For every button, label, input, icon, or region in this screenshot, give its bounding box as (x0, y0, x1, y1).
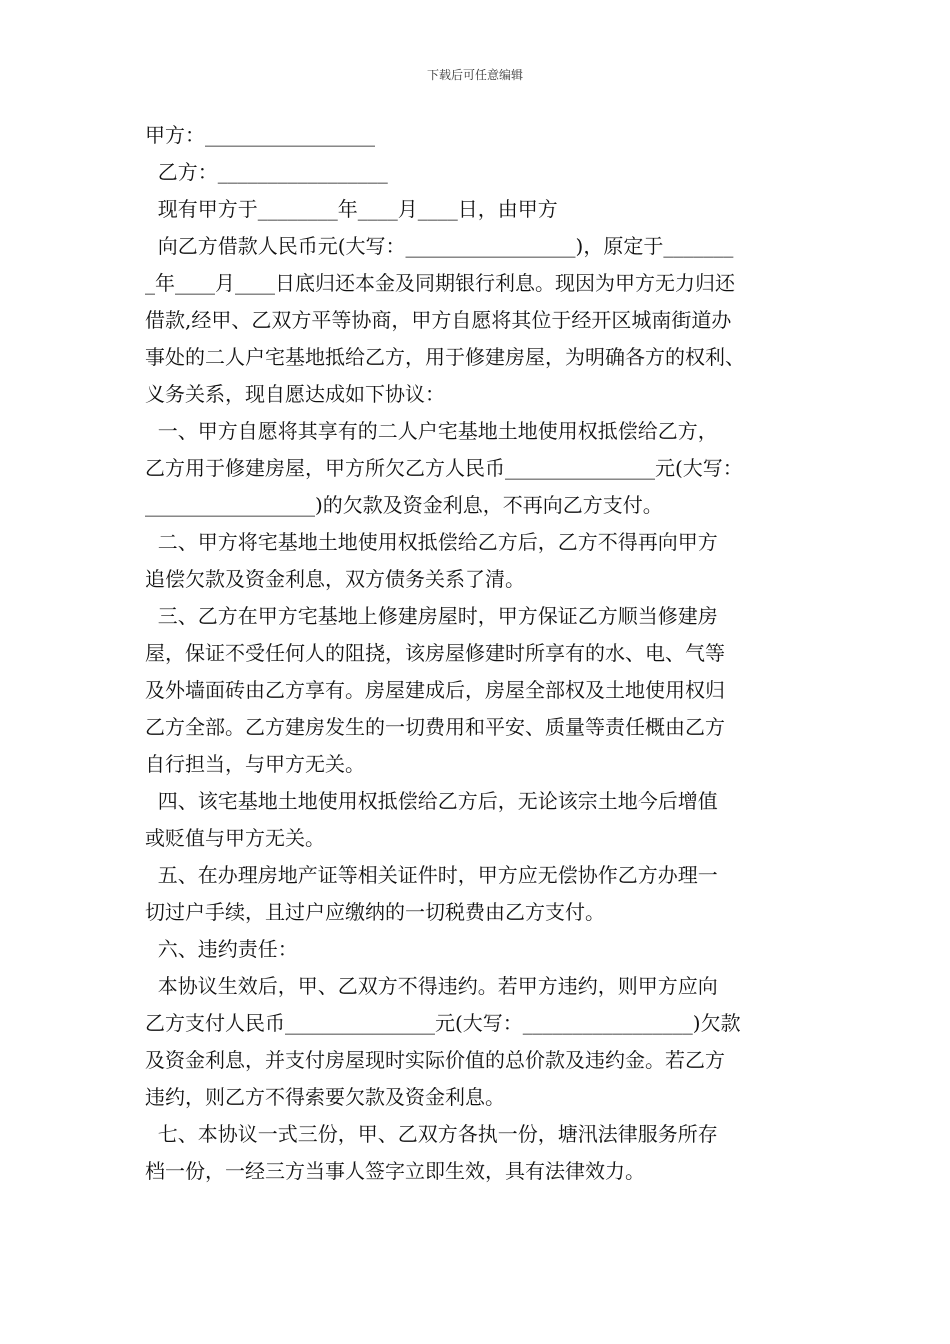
document-body (145, 117, 825, 1190)
text-line: 二、甲方将宅基地土地使用权抵偿给乙方后，乙方不得再向甲方 (145, 530, 718, 554)
text-line: 现有甲方于________年____月____日，由甲方 (145, 197, 558, 221)
text-line: 违约，则乙方不得索要欠款及资金利息。 (145, 1085, 505, 1109)
text-line: 义务关系，现自愿达成如下协议： (145, 382, 445, 406)
text-line: 向乙方借款人民币元(大写：_________________)，原定于_______ (145, 234, 734, 258)
text-line: 乙方：_________________ (145, 160, 388, 184)
text-line: 自行担当，与甲方无关。 (145, 752, 365, 776)
text-line: 五、在办理房地产证等相关证件时，甲方应无偿协作乙方办理一 (145, 863, 718, 887)
text-line: 档一份，一经三方当事人签字立即生效，具有法律效力。 (145, 1159, 645, 1183)
text-line: 事处的二人户宅基地抵给乙方，用于修建房屋，为明确各方的权利、 (145, 345, 745, 369)
text-line: 乙方用于修建房屋，甲方所欠乙方人民币_______________元(大写： (145, 456, 743, 480)
text-line: 三、乙方在甲方宅基地上修建房屋时，甲方保证乙方顺当修建房 (145, 604, 718, 628)
page-header-note: 下载后可任意编辑 (426, 68, 523, 82)
text-line: 追偿欠款及资金利息，双方债务关系了清。 (145, 567, 525, 591)
text-line: 甲方：_________________ (145, 123, 375, 147)
text-line: 一、甲方自愿将其享有的二人户宅基地土地使用权抵偿给乙方， (145, 419, 718, 443)
text-line: 六、违约责任： (145, 937, 298, 961)
text-line: 七、本协议一式三份，甲、乙双方各执一份，塘汛法律服务所存 (145, 1122, 718, 1146)
text-line: 及资金利息，并支付房屋现时实际价值的总价款及违约金。若乙方 (145, 1048, 725, 1072)
text-line: 乙方支付人民币_______________元(大写：_________________)欠款 (145, 1011, 741, 1035)
text-line: 乙方全部。乙方建房发生的一切费用和平安、质量等责任概由乙方 (145, 715, 725, 739)
text-line: _年____月____日底归还本金及同期银行利息。现因为甲方无力归还 (145, 271, 735, 295)
text-line: 四、该宅基地土地使用权抵偿给乙方后，无论该宗土地今后增值 (145, 789, 718, 813)
text-line: 及外墙面砖由乙方享有。房屋建成后，房屋全部权及土地使用权归 (145, 678, 725, 702)
text-line: 切过户手续，且过户应缴纳的一切税费由乙方支付。 (145, 900, 605, 924)
text-line: 或贬值与甲方无关。 (145, 826, 325, 850)
text-line: _________________)的欠款及资金利息，不再向乙方支付。 (145, 493, 663, 517)
text-line: 借款,经甲、乙双方平等协商，甲方自愿将其位于经开区城南街道办 (145, 308, 732, 332)
text-line: 屋，保证不受任何人的阻挠，该房屋修建时所享有的水、电、气等 (145, 641, 725, 665)
text-line: 本协议生效后，甲、乙双方不得违约。若甲方违约，则甲方应向 (145, 974, 718, 998)
